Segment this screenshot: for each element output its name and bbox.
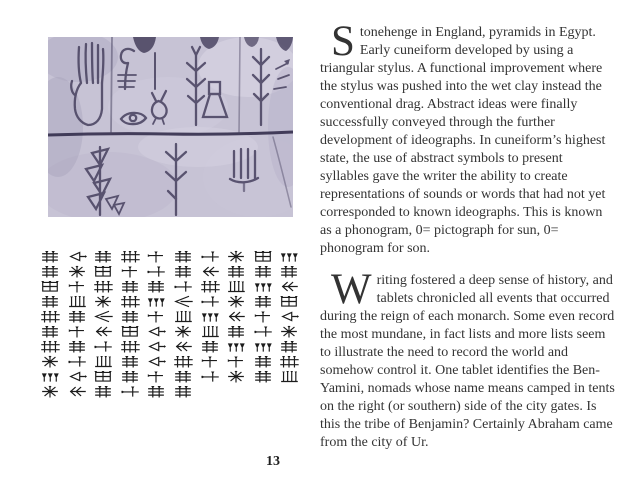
cuneiform-glyph-lad — [146, 385, 166, 398]
cuneiform-glyph-wv — [253, 340, 273, 353]
cuneiform-glyph-lad — [120, 310, 140, 323]
cuneiform-glyph-comb — [279, 370, 299, 383]
cuneiform-glyph-star — [93, 295, 113, 308]
cuneiform-glyph-comb — [173, 310, 193, 323]
cuneiform-glyph-lad — [226, 265, 246, 278]
cuneiform-glyph-lad2 — [40, 340, 60, 353]
cuneiform-glyph-lad — [40, 250, 60, 263]
cuneiform-glyph-arr — [120, 385, 140, 398]
cuneiform-glyph-chev — [93, 325, 113, 338]
cuneiform-glyph-lad — [173, 265, 193, 278]
cuneiform-glyph-chev — [67, 385, 87, 398]
cuneiform-glyph-lad — [40, 265, 60, 278]
cuneiform-glyph-grid — [120, 325, 140, 338]
cuneiform-glyph-lad — [67, 310, 87, 323]
cuneiform-glyph-wv — [200, 310, 220, 323]
cuneiform-glyph-lad — [226, 325, 246, 338]
cuneiform-glyph-tril — [173, 295, 193, 308]
cuneiform-glyph-chev — [279, 280, 299, 293]
cuneiform-glyph-comb — [93, 355, 113, 368]
cuneiform-glyph-lad — [67, 340, 87, 353]
cuneiform-glyph-star — [40, 355, 60, 368]
cuneiform-glyph-lad — [120, 280, 140, 293]
cuneiform-row — [40, 369, 308, 384]
cuneiform-glyph-star — [40, 385, 60, 398]
cuneiform-glyph-star — [173, 325, 193, 338]
page-number: 13 — [266, 454, 280, 469]
cuneiform-glyph-tri — [146, 355, 166, 368]
cuneiform-glyph-lad — [146, 280, 166, 293]
cuneiform-glyph-lad — [40, 295, 60, 308]
cuneiform-glyph-arr — [146, 265, 166, 278]
paragraph-stonehenge — [320, 18, 615, 258]
cuneiform-glyph-arr — [93, 340, 113, 353]
cuneiform-glyph-lad — [173, 370, 193, 383]
cuneiform-glyph-tri — [279, 310, 299, 323]
cuneiform-glyph-tee — [253, 310, 273, 323]
cuneiform-glyph-lad — [279, 265, 299, 278]
cuneiform-glyph-tee — [226, 355, 246, 368]
cuneiform-glyph-lad2 — [173, 355, 193, 368]
cuneiform-glyph-lad — [173, 385, 193, 398]
cuneiform-glyph-tri — [67, 370, 87, 383]
paragraph-writing — [320, 266, 615, 452]
cuneiform-glyph-tri — [67, 250, 87, 263]
cuneiform-glyph-lad — [279, 340, 299, 353]
cuneiform-glyph-tee — [146, 250, 166, 263]
cuneiform-glyph-grid — [253, 250, 273, 263]
cuneiform-glyph-lad — [93, 385, 113, 398]
cuneiform-glyph-tee — [200, 355, 220, 368]
cuneiform-glyph-grid — [279, 295, 299, 308]
cuneiform-glyph-star — [226, 250, 246, 263]
cuneiform-glyph-tee — [67, 325, 87, 338]
cuneiform-glyph-wv — [40, 370, 60, 383]
cuneiform-glyph-grid — [40, 280, 60, 293]
drop-cap-s: S — [331, 18, 355, 65]
cuneiform-glyph-arr — [253, 325, 273, 338]
cuneiform-script-figure — [40, 249, 308, 399]
cuneiform-glyph-star — [226, 295, 246, 308]
cuneiform-glyph-comb — [200, 325, 220, 338]
cuneiform-glyph-lad — [173, 250, 193, 263]
cuneiform-glyph-arr — [200, 370, 220, 383]
cuneiform-glyph-tee — [146, 370, 166, 383]
cuneiform-glyph-tri — [146, 340, 166, 353]
cuneiform-row — [40, 279, 308, 294]
cuneiform-glyph-tee — [146, 310, 166, 323]
cuneiform-glyph-wv — [146, 295, 166, 308]
cuneiform-glyph-arr — [67, 355, 87, 368]
cuneiform-glyph-lad — [253, 265, 273, 278]
cuneiform-glyph-lad2 — [120, 250, 140, 263]
pictograph-tablet-photo — [48, 37, 293, 217]
cuneiform-glyph-wv — [279, 250, 299, 263]
cuneiform-glyph-grid — [93, 370, 113, 383]
cuneiform-row — [40, 309, 308, 324]
cuneiform-glyph-lad — [120, 370, 140, 383]
cuneiform-glyph-lad2 — [200, 280, 220, 293]
cuneiform-glyph-lad2 — [120, 340, 140, 353]
cuneiform-row — [40, 339, 308, 354]
cuneiform-glyph-lad — [40, 325, 60, 338]
cuneiform-glyph-star — [67, 265, 87, 278]
cuneiform-row — [40, 249, 308, 264]
cuneiform-glyph-lad — [253, 295, 273, 308]
column-divider-line — [111, 37, 112, 134]
cuneiform-glyph-grid — [93, 265, 113, 278]
cuneiform-row — [40, 384, 308, 399]
cuneiform-glyph-wv — [226, 340, 246, 353]
cuneiform-glyph-wv — [253, 280, 273, 293]
cuneiform-row — [40, 324, 308, 339]
article-text — [320, 18, 615, 452]
paragraph-text: riting fostered a deep sense of history, and tablets chronicled all events that occurred during the reign of each monarch. Some even record the most mundane, in fact lists and more lists seem to illustrate the need to record the world and somehow control it. One tablet identifies the Ben-Yamini, nomads whose name means camped in tents on the right (or southern) side of the city gates. Is this the tribe of Benjamin? Certainly Abraham came from the city of Ur. — [320, 273, 615, 450]
cuneiform-glyph-comb — [67, 295, 87, 308]
cuneiform-glyph-chev — [173, 340, 193, 353]
paragraph-text: tonehenge in England, pyramids in Egypt. Early cuneiform developed by using a triangular stylus. A functional improvement where the stylus was pushed into the wet clay instead the conventional drag. Abstract ideas were finally successfully conveyed through the further development of ideographs. In cuneiform’s highest state, the use of abstract symbols to present syllables gave the writer the ability to create representations of sounds or words that had not yet corresponded to known ideographs. This is known as a phonogram, 0= pictograph for sun, 0= phonogram for son. — [320, 25, 606, 256]
cuneiform-glyph-lad2 — [120, 295, 140, 308]
cuneiform-glyph-arr — [200, 295, 220, 308]
cuneiform-glyph-tee — [67, 280, 87, 293]
cuneiform-row — [40, 354, 308, 369]
cuneiform-glyph-lad — [253, 355, 273, 368]
cuneiform-glyph-chev — [226, 310, 246, 323]
cuneiform-glyph-lad — [200, 340, 220, 353]
cuneiform-glyph-chev — [200, 265, 220, 278]
cuneiform-glyph-star — [226, 370, 246, 383]
cuneiform-glyph-lad — [120, 355, 140, 368]
cuneiform-glyph-arr — [200, 250, 220, 263]
cuneiform-glyph-tril — [93, 310, 113, 323]
cuneiform-glyph-comb — [226, 280, 246, 293]
cuneiform-glyph-lad — [253, 370, 273, 383]
cuneiform-row — [40, 264, 308, 279]
cuneiform-row — [40, 294, 308, 309]
cuneiform-glyph-arr — [173, 280, 193, 293]
cuneiform-glyph-tri — [146, 325, 166, 338]
cuneiform-glyph-lad2 — [279, 355, 299, 368]
cuneiform-glyph-lad2 — [40, 310, 60, 323]
drop-cap-w: W — [331, 266, 372, 313]
cuneiform-glyph-tee — [120, 265, 140, 278]
cuneiform-glyph-lad — [93, 250, 113, 263]
cuneiform-glyph-star — [279, 325, 299, 338]
cuneiform-glyph-lad2 — [93, 280, 113, 293]
